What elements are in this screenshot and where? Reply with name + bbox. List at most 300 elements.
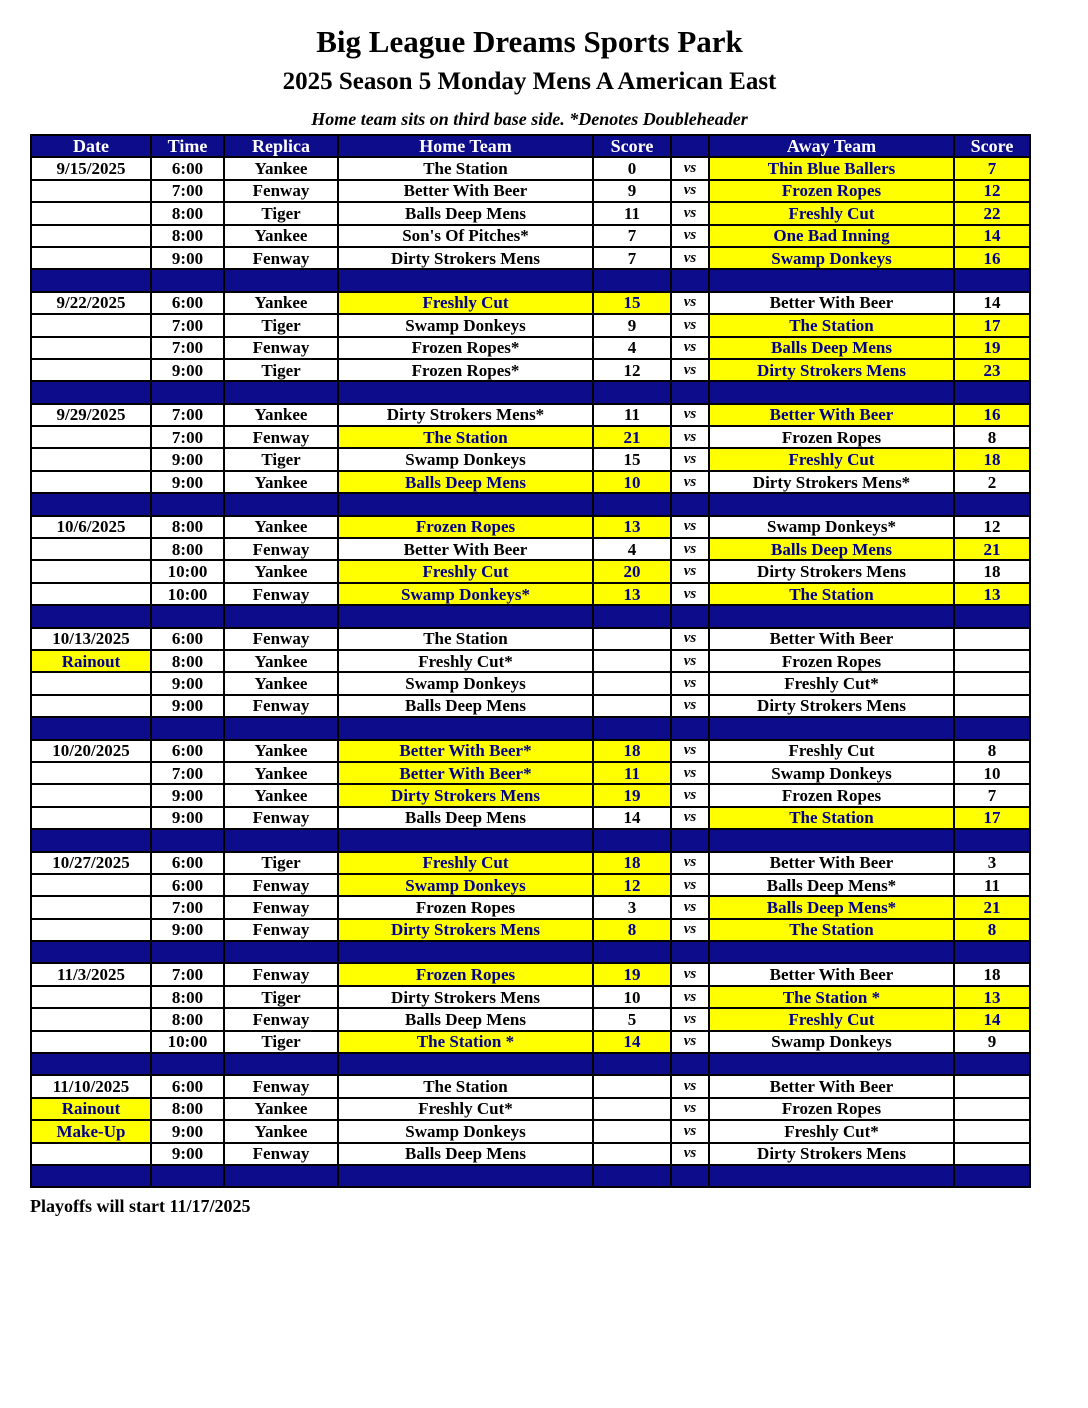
replica-cell: Yankee bbox=[224, 516, 338, 538]
away-score-cell: 7 bbox=[954, 157, 1030, 179]
vs-label: vs bbox=[671, 1075, 709, 1097]
away-team-cell: Dirty Strokers Mens bbox=[709, 560, 954, 582]
home-score-cell: 7 bbox=[593, 225, 671, 247]
home-team-cell: Dirty Strokers Mens bbox=[338, 784, 593, 806]
home-team-cell: Son's Of Pitches* bbox=[338, 225, 593, 247]
away-team-cell: Better With Beer bbox=[709, 292, 954, 314]
vs-label: vs bbox=[671, 650, 709, 672]
away-score-cell: 12 bbox=[954, 180, 1030, 202]
legend-note: Home team sits on third base side. *Denotes Doubleheader bbox=[311, 109, 748, 129]
column-header-home-score: Score bbox=[593, 135, 671, 157]
date-cell bbox=[31, 1008, 151, 1030]
time-cell: 9:00 bbox=[151, 1120, 224, 1142]
separator-cell bbox=[671, 381, 709, 403]
separator-cell bbox=[224, 605, 338, 627]
home-score-cell: 13 bbox=[593, 516, 671, 538]
away-team-cell: Balls Deep Mens bbox=[709, 337, 954, 359]
home-team-cell: Swamp Donkeys bbox=[338, 314, 593, 336]
time-cell: 7:00 bbox=[151, 963, 224, 985]
separator-cell bbox=[151, 605, 224, 627]
home-team-cell: Frozen Ropes* bbox=[338, 337, 593, 359]
separator-cell bbox=[671, 605, 709, 627]
schedule-row bbox=[31, 560, 1030, 582]
time-cell: 7:00 bbox=[151, 180, 224, 202]
schedule-row bbox=[31, 1008, 1030, 1030]
away-team-cell: The Station bbox=[709, 583, 954, 605]
vs-label: vs bbox=[671, 1008, 709, 1030]
date-cell bbox=[31, 225, 151, 247]
home-score-cell: 0 bbox=[593, 157, 671, 179]
date-cell bbox=[31, 874, 151, 896]
away-score-cell: 17 bbox=[954, 807, 1030, 829]
schedule-row bbox=[31, 784, 1030, 806]
separator-cell bbox=[151, 717, 224, 739]
separator-cell bbox=[151, 829, 224, 851]
vs-label: vs bbox=[671, 852, 709, 874]
schedule-row bbox=[31, 404, 1030, 426]
schedule-row bbox=[31, 986, 1030, 1008]
separator-cell bbox=[671, 1053, 709, 1075]
vs-label: vs bbox=[671, 202, 709, 224]
vs-label: vs bbox=[671, 672, 709, 694]
time-cell: 9:00 bbox=[151, 672, 224, 694]
column-header-row bbox=[31, 135, 1030, 157]
home-score-cell bbox=[593, 695, 671, 717]
away-team-cell: Swamp Donkeys* bbox=[709, 516, 954, 538]
schedule-row bbox=[31, 247, 1030, 269]
away-score-cell: 3 bbox=[954, 852, 1030, 874]
vs-label: vs bbox=[671, 337, 709, 359]
time-cell: 9:00 bbox=[151, 807, 224, 829]
vs-label: vs bbox=[671, 874, 709, 896]
home-score-cell bbox=[593, 628, 671, 650]
time-cell: 8:00 bbox=[151, 516, 224, 538]
away-score-cell: 14 bbox=[954, 292, 1030, 314]
schedule-row bbox=[31, 896, 1030, 918]
vs-label: vs bbox=[671, 1031, 709, 1053]
away-team-cell: Swamp Donkeys bbox=[709, 762, 954, 784]
time-cell: 8:00 bbox=[151, 538, 224, 560]
schedule-row bbox=[31, 225, 1030, 247]
separator-row bbox=[31, 941, 1030, 963]
away-score-cell: 16 bbox=[954, 247, 1030, 269]
time-cell: 7:00 bbox=[151, 404, 224, 426]
home-score-cell: 7 bbox=[593, 247, 671, 269]
column-header-away-score: Score bbox=[954, 135, 1030, 157]
time-cell: 7:00 bbox=[151, 337, 224, 359]
away-team-cell: Freshly Cut bbox=[709, 448, 954, 470]
date-cell: 9/29/2025 bbox=[31, 404, 151, 426]
away-score-cell bbox=[954, 695, 1030, 717]
separator-cell bbox=[224, 829, 338, 851]
away-team-cell: Better With Beer bbox=[709, 1075, 954, 1097]
replica-cell: Fenway bbox=[224, 583, 338, 605]
vs-label: vs bbox=[671, 740, 709, 762]
home-team-cell: Frozen Ropes bbox=[338, 896, 593, 918]
date-cell: 9/15/2025 bbox=[31, 157, 151, 179]
page-subtitle: 2025 Season 5 Monday Mens A American East bbox=[282, 68, 777, 95]
time-cell: 10:00 bbox=[151, 1031, 224, 1053]
separator-cell bbox=[224, 1053, 338, 1075]
home-team-cell: Swamp Donkeys bbox=[338, 874, 593, 896]
separator-cell bbox=[954, 493, 1030, 515]
away-team-cell: The Station bbox=[709, 807, 954, 829]
date-cell bbox=[31, 695, 151, 717]
away-score-cell: 13 bbox=[954, 986, 1030, 1008]
replica-cell: Fenway bbox=[224, 1075, 338, 1097]
date-cell bbox=[31, 314, 151, 336]
home-team-cell: Swamp Donkeys bbox=[338, 672, 593, 694]
home-team-cell: Frozen Ropes bbox=[338, 516, 593, 538]
time-cell: 8:00 bbox=[151, 1008, 224, 1030]
replica-cell: Yankee bbox=[224, 650, 338, 672]
home-score-cell: 11 bbox=[593, 404, 671, 426]
date-cell bbox=[31, 359, 151, 381]
away-team-cell: One Bad Inning bbox=[709, 225, 954, 247]
schedule-row bbox=[31, 337, 1030, 359]
away-score-cell: 8 bbox=[954, 740, 1030, 762]
separator-row bbox=[31, 493, 1030, 515]
separator-cell bbox=[151, 269, 224, 291]
separator-row bbox=[31, 1053, 1030, 1075]
replica-cell: Yankee bbox=[224, 1120, 338, 1142]
home-score-cell: 4 bbox=[593, 538, 671, 560]
date-cell bbox=[31, 986, 151, 1008]
away-team-cell: Better With Beer bbox=[709, 963, 954, 985]
replica-cell: Fenway bbox=[224, 628, 338, 650]
vs-label: vs bbox=[671, 225, 709, 247]
time-cell: 8:00 bbox=[151, 202, 224, 224]
schedule-table bbox=[30, 134, 1031, 1188]
away-score-cell: 17 bbox=[954, 314, 1030, 336]
away-team-cell: Swamp Donkeys bbox=[709, 247, 954, 269]
separator-cell bbox=[709, 605, 954, 627]
home-score-cell: 10 bbox=[593, 986, 671, 1008]
separator-cell bbox=[338, 941, 593, 963]
home-team-cell: Balls Deep Mens bbox=[338, 1143, 593, 1165]
replica-cell: Tiger bbox=[224, 448, 338, 470]
home-score-cell: 12 bbox=[593, 359, 671, 381]
home-score-cell: 18 bbox=[593, 740, 671, 762]
away-team-cell: Balls Deep Mens bbox=[709, 538, 954, 560]
separator-cell bbox=[224, 269, 338, 291]
replica-cell: Yankee bbox=[224, 560, 338, 582]
separator-cell bbox=[224, 1165, 338, 1187]
home-score-cell: 3 bbox=[593, 896, 671, 918]
vs-label: vs bbox=[671, 1120, 709, 1142]
schedule-row bbox=[31, 963, 1030, 985]
separator-cell bbox=[671, 829, 709, 851]
away-team-cell: Freshly Cut bbox=[709, 202, 954, 224]
time-cell: 6:00 bbox=[151, 292, 224, 314]
separator-cell bbox=[31, 605, 151, 627]
date-cell bbox=[31, 426, 151, 448]
away-team-cell: Balls Deep Mens* bbox=[709, 896, 954, 918]
separator-cell bbox=[338, 381, 593, 403]
separator-cell bbox=[593, 493, 671, 515]
home-team-cell: The Station bbox=[338, 426, 593, 448]
date-cell bbox=[31, 448, 151, 470]
away-score-cell: 19 bbox=[954, 337, 1030, 359]
home-team-cell: Balls Deep Mens bbox=[338, 695, 593, 717]
away-score-cell: 18 bbox=[954, 963, 1030, 985]
vs-label: vs bbox=[671, 583, 709, 605]
schedule-row bbox=[31, 1075, 1030, 1097]
separator-cell bbox=[954, 381, 1030, 403]
replica-cell: Tiger bbox=[224, 986, 338, 1008]
replica-cell: Yankee bbox=[224, 157, 338, 179]
time-cell: 9:00 bbox=[151, 247, 224, 269]
replica-cell: Fenway bbox=[224, 426, 338, 448]
schedule-row bbox=[31, 695, 1030, 717]
home-team-cell: Better With Beer bbox=[338, 180, 593, 202]
schedule-row bbox=[31, 583, 1030, 605]
time-cell: 10:00 bbox=[151, 560, 224, 582]
away-team-cell: Frozen Ropes bbox=[709, 650, 954, 672]
date-cell bbox=[31, 180, 151, 202]
separator-cell bbox=[709, 493, 954, 515]
away-score-cell bbox=[954, 672, 1030, 694]
separator-cell bbox=[671, 941, 709, 963]
separator-cell bbox=[151, 381, 224, 403]
vs-label: vs bbox=[671, 919, 709, 941]
date-cell bbox=[31, 583, 151, 605]
replica-cell: Fenway bbox=[224, 896, 338, 918]
schedule-row bbox=[31, 672, 1030, 694]
date-cell: 10/13/2025 bbox=[31, 628, 151, 650]
time-cell: 9:00 bbox=[151, 1143, 224, 1165]
sheet-header bbox=[30, 0, 1029, 134]
away-score-cell bbox=[954, 1143, 1030, 1165]
date-cell bbox=[31, 896, 151, 918]
schedule-row bbox=[31, 202, 1030, 224]
separator-cell bbox=[593, 941, 671, 963]
separator-cell bbox=[338, 1165, 593, 1187]
time-cell: 9:00 bbox=[151, 919, 224, 941]
replica-cell: Yankee bbox=[224, 292, 338, 314]
schedule-row bbox=[31, 852, 1030, 874]
separator-cell bbox=[671, 269, 709, 291]
away-team-cell: Freshly Cut bbox=[709, 740, 954, 762]
separator-cell bbox=[31, 381, 151, 403]
separator-cell bbox=[709, 717, 954, 739]
replica-cell: Tiger bbox=[224, 202, 338, 224]
home-team-cell: Frozen Ropes* bbox=[338, 359, 593, 381]
replica-cell: Fenway bbox=[224, 337, 338, 359]
separator-cell bbox=[954, 1053, 1030, 1075]
column-header-date: Date bbox=[31, 135, 151, 157]
time-cell: 6:00 bbox=[151, 852, 224, 874]
separator-row bbox=[31, 717, 1030, 739]
home-team-cell: Better With Beer* bbox=[338, 740, 593, 762]
separator-cell bbox=[671, 1165, 709, 1187]
date-cell bbox=[31, 247, 151, 269]
away-team-cell: Dirty Strokers Mens* bbox=[709, 471, 954, 493]
time-cell: 8:00 bbox=[151, 225, 224, 247]
time-cell: 9:00 bbox=[151, 471, 224, 493]
date-cell: 9/22/2025 bbox=[31, 292, 151, 314]
date-cell bbox=[31, 471, 151, 493]
home-score-cell bbox=[593, 1143, 671, 1165]
date-cell bbox=[31, 762, 151, 784]
vs-label: vs bbox=[671, 247, 709, 269]
away-team-cell: Dirty Strokers Mens bbox=[709, 695, 954, 717]
home-team-cell: Frozen Ropes bbox=[338, 963, 593, 985]
away-score-cell: 16 bbox=[954, 404, 1030, 426]
home-team-cell: Freshly Cut bbox=[338, 852, 593, 874]
separator-cell bbox=[954, 605, 1030, 627]
replica-cell: Yankee bbox=[224, 471, 338, 493]
away-team-cell: Dirty Strokers Mens bbox=[709, 359, 954, 381]
vs-label: vs bbox=[671, 538, 709, 560]
home-score-cell: 13 bbox=[593, 583, 671, 605]
away-team-cell: Dirty Strokers Mens bbox=[709, 1143, 954, 1165]
home-score-cell: 9 bbox=[593, 314, 671, 336]
vs-label: vs bbox=[671, 896, 709, 918]
separator-cell bbox=[954, 829, 1030, 851]
vs-label: vs bbox=[671, 986, 709, 1008]
home-score-cell bbox=[593, 1075, 671, 1097]
schedule-row bbox=[31, 1143, 1030, 1165]
separator-cell bbox=[151, 493, 224, 515]
time-cell: 8:00 bbox=[151, 986, 224, 1008]
separator-cell bbox=[151, 1053, 224, 1075]
date-cell: 10/20/2025 bbox=[31, 740, 151, 762]
column-header-vs bbox=[671, 135, 709, 157]
schedule-row bbox=[31, 314, 1030, 336]
schedule-row bbox=[31, 471, 1030, 493]
home-team-cell: Balls Deep Mens bbox=[338, 471, 593, 493]
date-cell bbox=[31, 1143, 151, 1165]
vs-label: vs bbox=[671, 1098, 709, 1120]
home-score-cell bbox=[593, 1098, 671, 1120]
date-cell bbox=[31, 784, 151, 806]
time-cell: 10:00 bbox=[151, 583, 224, 605]
away-team-cell: Freshly Cut* bbox=[709, 1120, 954, 1142]
schedule-row bbox=[31, 359, 1030, 381]
separator-cell bbox=[31, 493, 151, 515]
home-team-cell: Balls Deep Mens bbox=[338, 1008, 593, 1030]
replica-cell: Tiger bbox=[224, 852, 338, 874]
away-team-cell: Frozen Ropes bbox=[709, 784, 954, 806]
separator-cell bbox=[709, 941, 954, 963]
separator-cell bbox=[954, 1165, 1030, 1187]
home-team-cell: Dirty Strokers Mens* bbox=[338, 404, 593, 426]
replica-cell: Fenway bbox=[224, 807, 338, 829]
time-cell: 9:00 bbox=[151, 359, 224, 381]
home-score-cell: 14 bbox=[593, 1031, 671, 1053]
schedule-row bbox=[31, 650, 1030, 672]
home-score-cell bbox=[593, 1120, 671, 1142]
date-cell bbox=[31, 337, 151, 359]
separator-cell bbox=[338, 605, 593, 627]
away-score-cell: 22 bbox=[954, 202, 1030, 224]
home-team-cell: Swamp Donkeys bbox=[338, 1120, 593, 1142]
schedule-row bbox=[31, 740, 1030, 762]
home-team-cell: Freshly Cut* bbox=[338, 650, 593, 672]
home-team-cell: Balls Deep Mens bbox=[338, 807, 593, 829]
away-score-cell: 18 bbox=[954, 448, 1030, 470]
time-cell: 7:00 bbox=[151, 426, 224, 448]
time-cell: 6:00 bbox=[151, 740, 224, 762]
separator-row bbox=[31, 1165, 1030, 1187]
replica-cell: Fenway bbox=[224, 538, 338, 560]
vs-label: vs bbox=[671, 1143, 709, 1165]
vs-label: vs bbox=[671, 628, 709, 650]
replica-cell: Yankee bbox=[224, 404, 338, 426]
schedule-row bbox=[31, 538, 1030, 560]
column-header-replica: Replica bbox=[224, 135, 338, 157]
away-team-cell: Frozen Ropes bbox=[709, 180, 954, 202]
away-score-cell: 14 bbox=[954, 1008, 1030, 1030]
vs-label: vs bbox=[671, 426, 709, 448]
time-cell: 8:00 bbox=[151, 1098, 224, 1120]
date-cell: 11/3/2025 bbox=[31, 963, 151, 985]
home-team-cell: Swamp Donkeys bbox=[338, 448, 593, 470]
time-cell: 7:00 bbox=[151, 314, 224, 336]
away-score-cell: 21 bbox=[954, 538, 1030, 560]
home-team-cell: Dirty Strokers Mens bbox=[338, 986, 593, 1008]
separator-cell bbox=[954, 717, 1030, 739]
replica-cell: Fenway bbox=[224, 1008, 338, 1030]
date-cell bbox=[31, 560, 151, 582]
home-score-cell: 10 bbox=[593, 471, 671, 493]
time-cell: 9:00 bbox=[151, 695, 224, 717]
away-score-cell bbox=[954, 1075, 1030, 1097]
separator-cell bbox=[224, 493, 338, 515]
home-score-cell: 4 bbox=[593, 337, 671, 359]
separator-cell bbox=[593, 269, 671, 291]
home-team-cell: Freshly Cut* bbox=[338, 1098, 593, 1120]
away-team-cell: Swamp Donkeys bbox=[709, 1031, 954, 1053]
time-cell: 6:00 bbox=[151, 157, 224, 179]
date-cell bbox=[31, 672, 151, 694]
away-team-cell: Frozen Ropes bbox=[709, 426, 954, 448]
away-score-cell: 7 bbox=[954, 784, 1030, 806]
date-cell: Make-Up bbox=[31, 1120, 151, 1142]
away-team-cell: Freshly Cut bbox=[709, 1008, 954, 1030]
schedule-row bbox=[31, 1098, 1030, 1120]
away-score-cell: 21 bbox=[954, 896, 1030, 918]
home-team-cell: Swamp Donkeys* bbox=[338, 583, 593, 605]
schedule-row bbox=[31, 1120, 1030, 1142]
schedule-row bbox=[31, 628, 1030, 650]
vs-label: vs bbox=[671, 448, 709, 470]
home-team-cell: Dirty Strokers Mens bbox=[338, 247, 593, 269]
date-cell bbox=[31, 919, 151, 941]
replica-cell: Fenway bbox=[224, 963, 338, 985]
schedule-row bbox=[31, 448, 1030, 470]
home-score-cell: 11 bbox=[593, 202, 671, 224]
schedule-body bbox=[31, 157, 1030, 1187]
away-team-cell: Balls Deep Mens* bbox=[709, 874, 954, 896]
vs-label: vs bbox=[671, 560, 709, 582]
replica-cell: Tiger bbox=[224, 359, 338, 381]
vs-label: vs bbox=[671, 359, 709, 381]
vs-label: vs bbox=[671, 695, 709, 717]
separator-cell bbox=[593, 605, 671, 627]
schedule-row bbox=[31, 180, 1030, 202]
home-score-cell: 15 bbox=[593, 448, 671, 470]
away-team-cell: The Station * bbox=[709, 986, 954, 1008]
column-header-away-team: Away Team bbox=[709, 135, 954, 157]
schedule-row bbox=[31, 426, 1030, 448]
date-cell: 10/27/2025 bbox=[31, 852, 151, 874]
column-header-home-team: Home Team bbox=[338, 135, 593, 157]
schedule-row bbox=[31, 292, 1030, 314]
replica-cell: Yankee bbox=[224, 762, 338, 784]
replica-cell: Fenway bbox=[224, 695, 338, 717]
